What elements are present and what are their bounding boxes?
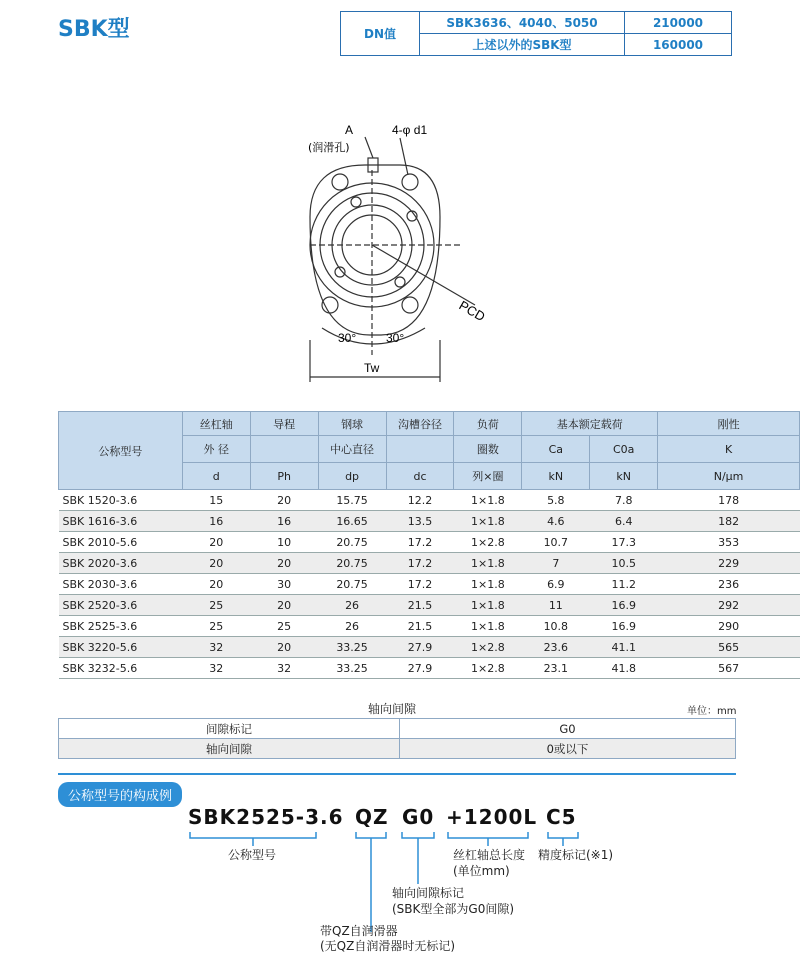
table-row	[59, 658, 800, 679]
code-c5: C5	[546, 805, 577, 829]
clearance-label-2: 轴向间隙	[59, 739, 400, 759]
bolt-hole	[332, 174, 348, 190]
cell-shaft-dia: 20	[182, 574, 250, 595]
cell-lead: 25	[250, 616, 318, 637]
cell-shaft-dia: 25	[182, 595, 250, 616]
hdr-lead-3: Ph	[250, 463, 318, 490]
dn-models-1: SBK3636、4040、5050	[420, 12, 625, 34]
cell-lead: 16	[250, 511, 318, 532]
cell-load-turns: 1×2.8	[454, 532, 522, 553]
hdr-shaft-1: 丝杠轴	[182, 412, 250, 436]
cell-rigidity: 182	[658, 511, 800, 532]
cell-shaft-dia: 20	[182, 532, 250, 553]
clearance-unit: 单位：mm	[687, 706, 737, 717]
hdr-load-3: 列×圈	[454, 463, 522, 490]
table-row	[59, 616, 800, 637]
clearance-table	[58, 718, 736, 759]
note-qz-2: (无QZ自润滑器时无标记)	[320, 939, 456, 953]
label-pcd: PCD	[456, 297, 488, 325]
dn-models-2: 上述以外的SBK型	[420, 34, 625, 56]
cell-ball-dia: 26	[318, 595, 386, 616]
cell-coa: 7.8	[590, 490, 658, 511]
cell-ball-dia: 15.75	[318, 490, 386, 511]
cell-coa: 6.4	[590, 511, 658, 532]
label-tw: Tw	[364, 361, 380, 375]
cell-ca: 10.7	[522, 532, 590, 553]
cell-model: SBK 2010-5.6	[59, 532, 183, 553]
code-qz: QZ	[355, 805, 389, 829]
cell-coa: 17.3	[590, 532, 658, 553]
cell-rigidity: 292	[658, 595, 800, 616]
cell-coa: 11.2	[590, 574, 658, 595]
bolt-hole	[402, 297, 418, 313]
cell-groove-dia: 27.9	[386, 658, 454, 679]
cell-groove-dia: 21.5	[386, 616, 454, 637]
table-row	[59, 553, 800, 574]
note-qz-1: 带QZ自润滑器	[320, 924, 398, 938]
hdr-load-2: 圈数	[454, 436, 522, 463]
cell-model: SBK 2520-3.6	[59, 595, 183, 616]
label-holes: 4-φ d1	[392, 123, 428, 137]
dn-value-1: 210000	[625, 12, 732, 34]
hdr-blank	[386, 436, 454, 463]
cell-ball-dia: 16.65	[318, 511, 386, 532]
cell-groove-dia: 13.5	[386, 511, 454, 532]
clearance-value-1: G0	[400, 719, 736, 739]
cell-lead: 20	[250, 595, 318, 616]
cell-lead: 10	[250, 532, 318, 553]
code-g0: G0	[402, 805, 435, 829]
leader-holes	[400, 138, 408, 175]
cell-groove-dia: 17.2	[386, 553, 454, 574]
cell-ca: 7	[522, 553, 590, 574]
label-angle-right: 30°	[386, 331, 405, 345]
hdr-ca: Ca	[522, 436, 590, 463]
dn-value-2: 160000	[625, 34, 732, 56]
cell-ca: 6.9	[522, 574, 590, 595]
hdr-rigid-3: N/μm	[658, 463, 800, 490]
cell-shaft-dia: 16	[182, 511, 250, 532]
hdr-shaft-2: 外 径	[182, 436, 250, 463]
hdr-lead-1: 导程	[250, 412, 318, 436]
nut-drawing	[290, 120, 510, 390]
cell-ball-dia: 20.75	[318, 532, 386, 553]
cell-rigidity: 236	[658, 574, 800, 595]
cell-ball-dia: 33.25	[318, 658, 386, 679]
cell-ball-dia: 20.75	[318, 553, 386, 574]
cell-groove-dia: 17.2	[386, 532, 454, 553]
cell-coa: 41.1	[590, 637, 658, 658]
page-title: SBK型	[58, 17, 130, 42]
label-a: A	[345, 123, 354, 137]
cell-groove-dia: 12.2	[386, 490, 454, 511]
cell-model: SBK 2525-3.6	[59, 616, 183, 637]
cell-groove-dia: 17.2	[386, 574, 454, 595]
cell-rigidity: 565	[658, 637, 800, 658]
hdr-rated: 基本额定载荷	[522, 412, 658, 436]
note-g0-2: (SBK型全部为G0间隙)	[392, 902, 515, 916]
cell-lead: 20	[250, 490, 318, 511]
table-row	[59, 574, 800, 595]
bolt-hole	[402, 174, 418, 190]
cell-groove-dia: 27.9	[386, 637, 454, 658]
hdr-coa: C0a	[590, 436, 658, 463]
cell-model: SBK 1616-3.6	[59, 511, 183, 532]
code-length: +1200L	[446, 805, 538, 829]
cell-load-turns: 1×1.8	[454, 553, 522, 574]
cell-ca: 10.8	[522, 616, 590, 637]
hdr-kn-2: kN	[590, 463, 658, 490]
hdr-rigid-2: K	[658, 436, 800, 463]
table-row	[59, 595, 800, 616]
hdr-blank	[250, 436, 318, 463]
cell-lead: 20	[250, 637, 318, 658]
cell-model: SBK 2020-3.6	[59, 553, 183, 574]
cell-ca: 5.8	[522, 490, 590, 511]
cell-load-turns: 1×1.8	[454, 616, 522, 637]
clearance-title: 轴向间隙	[368, 702, 417, 716]
screw-circle	[351, 197, 361, 207]
note-model: 公称型号	[228, 848, 277, 862]
cell-ca: 4.6	[522, 511, 590, 532]
cell-lead: 30	[250, 574, 318, 595]
hdr-ball-3: dp	[318, 463, 386, 490]
cell-model: SBK 2030-3.6	[59, 574, 183, 595]
model-example-badge: 公称型号的构成例	[58, 782, 182, 807]
cell-shaft-dia: 32	[182, 658, 250, 679]
hdr-model: 公称型号	[59, 412, 183, 490]
flange-outline	[310, 165, 440, 217]
cell-load-turns: 1×2.8	[454, 658, 522, 679]
screw-circle	[395, 277, 405, 287]
cell-shaft-dia: 15	[182, 490, 250, 511]
hdr-ball-2: 中心直径	[318, 436, 386, 463]
cell-rigidity: 353	[658, 532, 800, 553]
cell-load-turns: 1×1.8	[454, 511, 522, 532]
hdr-load-1: 负荷	[454, 412, 522, 436]
leader-a	[365, 137, 373, 158]
cell-shaft-dia: 25	[182, 616, 250, 637]
flange-outline-bottom	[310, 217, 440, 335]
cell-groove-dia: 21.5	[386, 595, 454, 616]
divider	[58, 773, 736, 775]
cell-lead: 32	[250, 658, 318, 679]
cell-coa: 10.5	[590, 553, 658, 574]
cell-ball-dia: 26	[318, 616, 386, 637]
table-row	[59, 490, 800, 511]
note-length-1: 丝杠轴总长度	[453, 848, 526, 862]
hdr-shaft-3: d	[182, 463, 250, 490]
dn-table	[340, 11, 732, 56]
clearance-label-1: 间隙标记	[59, 719, 400, 739]
cell-shaft-dia: 20	[182, 553, 250, 574]
cell-load-turns: 1×2.8	[454, 637, 522, 658]
table-row	[59, 637, 800, 658]
cell-model: SBK 3232-5.6	[59, 658, 183, 679]
cell-rigidity: 567	[658, 658, 800, 679]
hdr-groove-1: 沟槽谷径	[386, 412, 454, 436]
table-row	[59, 532, 800, 553]
cell-model: SBK 1520-3.6	[59, 490, 183, 511]
cell-ca: 11	[522, 595, 590, 616]
cell-load-turns: 1×1.8	[454, 595, 522, 616]
dn-label: DN值	[341, 12, 420, 56]
table-row	[59, 511, 800, 532]
spec-table	[58, 411, 800, 679]
code-model: SBK2525-3.6	[188, 805, 344, 829]
cell-model: SBK 3220-5.6	[59, 637, 183, 658]
cell-coa: 16.9	[590, 616, 658, 637]
hdr-groove-3: dc	[386, 463, 454, 490]
cell-rigidity: 290	[658, 616, 800, 637]
label-lube: (润滑孔)	[308, 141, 350, 154]
hdr-ball-1: 钢球	[318, 412, 386, 436]
cell-ball-dia: 33.25	[318, 637, 386, 658]
note-c5: 精度标记(※1)	[538, 848, 614, 862]
label-angle-left: 30°	[338, 331, 357, 345]
hdr-rigid-1: 刚性	[658, 412, 800, 436]
clearance-value-2: 0或以下	[400, 739, 736, 759]
hdr-kn-1: kN	[522, 463, 590, 490]
cell-rigidity: 229	[658, 553, 800, 574]
cell-ca: 23.6	[522, 637, 590, 658]
cell-ca: 23.1	[522, 658, 590, 679]
cell-load-turns: 1×1.8	[454, 490, 522, 511]
cell-shaft-dia: 32	[182, 637, 250, 658]
note-g0-1: 轴向间隙标记	[392, 886, 465, 900]
cell-load-turns: 1×1.8	[454, 574, 522, 595]
cell-coa: 41.8	[590, 658, 658, 679]
cell-ball-dia: 20.75	[318, 574, 386, 595]
cell-coa: 16.9	[590, 595, 658, 616]
note-length-2: (单位mm)	[453, 864, 510, 878]
cell-rigidity: 178	[658, 490, 800, 511]
cell-lead: 20	[250, 553, 318, 574]
